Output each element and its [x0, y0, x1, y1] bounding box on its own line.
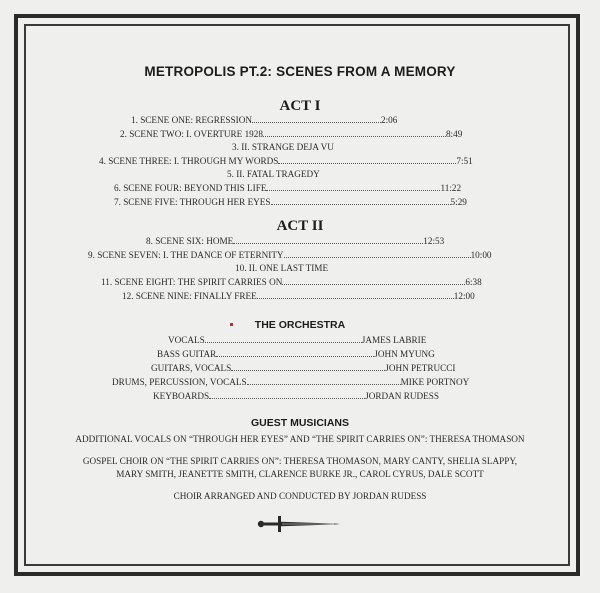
track-row — [114, 182, 461, 194]
track-row — [114, 196, 467, 208]
track-row — [88, 249, 492, 261]
track-label: 2. SCENE TWO: I. OVERTURE 1928 — [120, 129, 263, 139]
member-row — [112, 376, 469, 388]
dot-leader — [282, 283, 465, 285]
member-row — [168, 334, 426, 346]
track-label: 4. SCENE THREE: I. THROUGH MY WORDS — [99, 156, 279, 166]
track-time: 6:38 — [465, 277, 482, 287]
track-row — [131, 114, 397, 126]
dot-leader — [252, 121, 381, 123]
track-label: 8. SCENE SIX: HOME — [146, 236, 234, 246]
track-row — [227, 168, 320, 180]
track-row — [146, 235, 444, 247]
track-label: 6. SCENE FOUR: BEYOND THIS LIFE — [114, 183, 267, 193]
guest-line-additional-vocals: ADDITIONAL VOCALS ON “THROUGH HER EYES” AND “THE SPIRIT CARRIES ON”: THERESA THOMASON — [75, 434, 525, 444]
track-label: 1. SCENE ONE: REGRESSION — [131, 115, 252, 125]
track-row — [232, 141, 334, 153]
track-label: 5. II. FATAL TRAGEDY — [227, 169, 320, 179]
guest-musicians-heading: GUEST MUSICIANS — [250, 417, 349, 429]
guest-line-choir-1: GOSPEL CHOIR ON “THE SPIRIT CARRIES ON”: THERESA THOMASON, MARY CANTY, SHELIA SLAPPY, — [82, 456, 518, 466]
track-time: 12:00 — [453, 291, 475, 301]
track-time: 8:49 — [445, 129, 463, 139]
member-name: MIKE PORTNOY — [400, 377, 470, 387]
dot-leader — [278, 162, 456, 164]
track-time: 7:51 — [456, 156, 473, 166]
dot-leader — [271, 203, 451, 205]
dot-leader — [205, 341, 362, 343]
act-two-heading: ACT II — [276, 218, 324, 234]
track-row — [235, 262, 328, 274]
dot-leader — [284, 256, 471, 258]
track-row — [101, 276, 482, 288]
dot-leader — [209, 397, 365, 399]
member-role: KEYBOARDS — [153, 391, 210, 401]
dot-leader — [257, 297, 454, 299]
member-name: JOHN MYUNG — [374, 349, 435, 359]
member-row — [153, 390, 439, 402]
member-name: JOHN PETRUCCI — [385, 363, 456, 373]
track-time: 5:29 — [450, 197, 467, 207]
member-role: VOCALS — [168, 335, 205, 345]
dagger-icon — [256, 514, 342, 534]
member-role: BASS GUITAR — [157, 349, 217, 359]
guest-line-choir-2: MARY SMITH, JEANETTE SMITH, CLARENCE BURKE JR., CAROL CYRUS, DALE SCOTT — [116, 469, 484, 479]
track-label: 12. SCENE NINE: FINALLY FREE — [122, 291, 257, 301]
member-name: JORDAN RUDESS — [365, 391, 439, 401]
dot-leader — [231, 369, 385, 371]
track-time: 12:53 — [423, 236, 445, 246]
orchestra-heading: THE ORCHESTRA — [254, 319, 346, 331]
member-row — [151, 362, 455, 374]
track-label: 7. SCENE FIVE: THROUGH HER EYES — [114, 197, 271, 207]
track-time: 10:00 — [470, 250, 492, 260]
member-row — [157, 348, 435, 360]
dot-leader — [266, 189, 440, 191]
track-label: 9. SCENE SEVEN: I. THE DANCE OF ETERNITY — [88, 250, 284, 260]
dot-leader — [263, 135, 446, 137]
member-role: DRUMS, PERCUSSION, VOCALS — [112, 377, 247, 387]
track-label: 11. SCENE EIGHT: THE SPIRIT CARRIES ON — [101, 277, 283, 287]
dot-leader — [247, 383, 401, 385]
track-label: 3. II. STRANGE DEJA VU — [232, 142, 334, 152]
track-time: 11:22 — [440, 183, 462, 193]
track-row — [122, 290, 475, 302]
track-row — [99, 155, 473, 167]
member-name: JAMES LABRIE — [361, 335, 427, 345]
album-title: METROPOLIS PT.2: SCENES FROM A MEMORY — [144, 64, 456, 79]
track-label: 10. II. ONE LAST TIME — [235, 263, 329, 273]
dot-leader — [216, 355, 374, 357]
track-row — [120, 128, 462, 140]
guest-line-choir-arranged: CHOIR ARRANGED AND CONDUCTED BY JORDAN RUDESS — [173, 491, 427, 501]
track-time: 2:06 — [380, 115, 398, 125]
dot-leader — [233, 242, 423, 244]
act-one-heading: ACT I — [279, 98, 321, 114]
member-role: GUITARS, VOCALS — [151, 363, 232, 373]
